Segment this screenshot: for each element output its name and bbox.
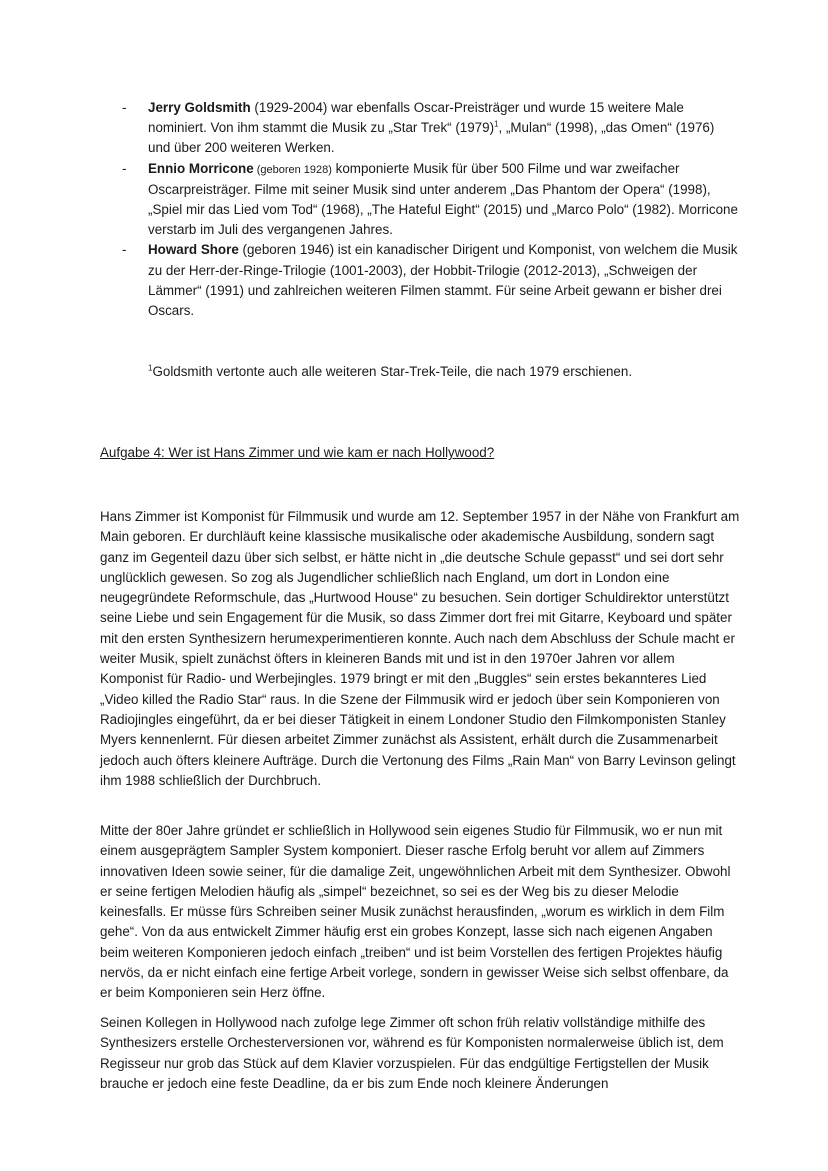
composer-name: Howard Shore xyxy=(148,242,239,258)
paragraph-biography: Hans Zimmer ist Komponist für Filmmusik und wurde am 12. September 1957 in der Nähe von Frankfurt am Main geboren. Er durchläuft keine klassische musikalische oder akademische Ausbildung, sondern sagt ganz im Gegenteil dazu über sich selbst, er hätte nicht in „die deutsche Schule gepasst“ und sei dort sehr unglücklich gewesen. So zog als Jugendlicher schließlich nach England, um dort in London eine neugegründete Reformschule, das „Hurtwood House“ zu besuchen. Sein dortiger Schuldirektor unterstützt seine Liebe und sein Engagement für die Musik, so dass Zimmer dort frei mit Gitarre, Keyboard und später mit den ersten Synthesizern herumexperimentieren konnte. Auch nach dem Abschluss der Schule macht er weiter Musik, spielt zunächst öfters in kleineren Bands mit und ist in den 1970er Jahren vor allem Komponist für Radio- und Werbejingles. 1979 bringt er mit den „Buggles“ sein erstes bekannteres Lied „Video killed the Radio Star“ raus. In die Szene der Filmmusik wird er jedoch über sein Komponieren von Radiojingles eingeführt, da er bei dieser Tätigkeit in einem Londoner Studio den Filmkomponisten Stanley Myers kennenlernt. Für diesen arbeitet Zimmer zunächst als Assistent, erhält durch die Zusammenarbeit jedoch auch öfters kleinere Aufträge. Durch die Vertonung des Films „Rain Man“ von Barry Levinson gelingt ihm 1988 schließlich der Durchbruch. xyxy=(100,509,740,788)
footnote-text: Goldsmith vertonte auch alle weiteren Star-Trek-Teile, die nach 1979 erschienen. xyxy=(152,364,633,379)
list-item xyxy=(100,159,740,241)
footnote-number: 1 xyxy=(148,363,153,373)
composer-name: Ennio Morricone xyxy=(148,160,254,176)
composer-text: komponierte Musik für über 500 Filme und war zweifacher Oscarpreisträger. Filme mit seiner Musik sind unter anderem „Das Phantom der Opera“ (1998), „Spiel mir das Lied vom Tod“ (1968), „The Hateful Eight“ (2015) und „Marco Polo“ (1982). Morricone verstarb im Juli des vergangenen Jahres. xyxy=(148,160,738,238)
bullet-dash: - xyxy=(122,160,127,176)
composer-birth-detail: (geboren 1928) xyxy=(253,163,332,176)
list-item xyxy=(100,98,740,159)
composer-text: (geboren 1946) ist ein kanadischer Dirigent und Komponist, von welchem die Musik zu der Herr-der-Ringe-Trilogie (1001-2003), der Hobbit-Trilogie (2012-2013), „Schweigen der Lämmer“ (1991) und zahlreichen weiteren Filmen stammt. Für seine Arbeit gewann er bisher drei Oscars. xyxy=(148,242,738,319)
composer-text-continued: , „Mulan“ (1998), „das Omen“ (1976) und über 200 weiteren Werken. xyxy=(148,120,715,156)
footnote xyxy=(148,362,632,382)
bullet-dash: - xyxy=(122,242,127,258)
paragraph-work-method: Seinen Kollegen in Hollywood nach zufolge lege Zimmer oft schon früh relativ vollständige mithilfe des Synthesizers erstelle Orchesterversionen vor, während es für Komponisten normalerweise üblich ist, dem Regisseur nur grob das Stück auf dem Klavier vorzuspielen. Für das endgültige Fertigstellen der Musik brauche er jedoch eine feste Deadline, da er bis zum Ende noch kleinere Änderungen xyxy=(100,1015,724,1091)
composer-text: (1929-2004) war ebenfalls Oscar-Preisträger und wurde 15 weitere Male nominiert. Von ihm stammt die Musik zu „Star Trek“ (1979) xyxy=(148,100,684,136)
bullet-dash: - xyxy=(122,100,127,115)
composer-list xyxy=(100,98,740,321)
footnote-marker: 1 xyxy=(494,119,499,129)
paragraph-hollywood-studio: Mitte der 80er Jahre gründet er schließlich in Hollywood sein eigenes Studio für Filmmusik, wo er nun mit einem ausgeprägtem Sampler System komponiert. Dieser rasche Erfolg beruht vor allem auf Zimmers innovativen Ideen sowie seiner, für die damalige Zeit, ungewöhnlichen Arbeit mit dem Synthesizer. Obwohl er seine fertigen Melodien häufig als „simpel“ bezeichnet, so sei es der Weg bis zu dieser Melodie keinesfalls. Er müsse fürs Schreiben seiner Musik zunächst herausfinden, „worum es wirklich in dem Film gehe“. Von da aus entwickelt Zimmer häufig erst ein grobes Konzept, lasse sich nach eigenen Angaben beim weiteren Komponieren jedoch einfach „treiben“ und ist beim Vorstellen des fertigen Projektes häufig nervös, da er nicht einfach eine fertige Arbeit vorlege, sondern in gewisser Weise sich selbst offenbare, da er beim Komponieren sein Herz öffne. xyxy=(100,823,731,1001)
list-item xyxy=(100,240,740,321)
composer-name: Jerry Goldsmith xyxy=(148,100,251,115)
section-heading: Aufgabe 4: Wer ist Hans Zimmer und wie kam er nach Hollywood? xyxy=(100,445,495,460)
